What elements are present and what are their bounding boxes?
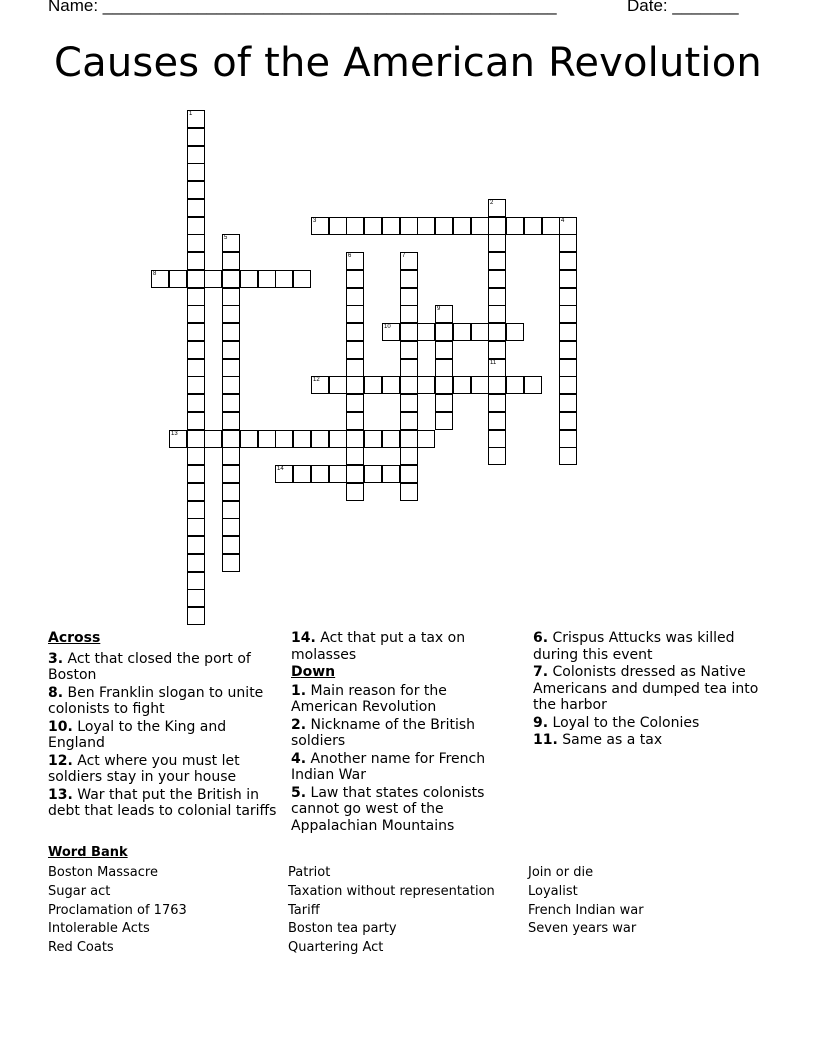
word-bank-item: Join or die (528, 865, 594, 880)
grid-cell-number: 10 (384, 324, 391, 330)
grid-cell[interactable] (417, 376, 435, 394)
word-bank-item: Sugar act (48, 883, 111, 899)
grid-cell[interactable] (187, 110, 205, 128)
grid-cell[interactable] (187, 323, 205, 341)
grid-cell[interactable] (329, 465, 347, 483)
grid-cell[interactable] (222, 536, 240, 554)
grid-cell[interactable] (559, 323, 577, 341)
grid-cell[interactable] (222, 518, 240, 536)
grid-cell[interactable] (187, 181, 205, 199)
grid-cell[interactable] (222, 341, 240, 359)
grid-cell[interactable] (169, 270, 187, 288)
grid-cell[interactable] (435, 217, 453, 235)
grid-cell-number: 4 (561, 218, 565, 224)
grid-cell[interactable] (187, 270, 205, 288)
grid-cell[interactable] (382, 465, 400, 483)
word-bank-item: Boston tea party (288, 921, 397, 937)
grid-cell[interactable] (187, 305, 205, 323)
grid-cell[interactable] (488, 199, 506, 217)
grid-cell-number: 12 (313, 377, 320, 383)
grid-cell[interactable] (258, 270, 276, 288)
grid-cell[interactable] (346, 252, 364, 270)
grid-cell[interactable] (187, 199, 205, 217)
word-bank-item: Taxation without representation (288, 883, 495, 899)
clue-across-10 (48, 719, 278, 752)
clue-down-9 (533, 715, 778, 732)
grid-cell[interactable] (400, 341, 418, 359)
grid-cell[interactable] (559, 359, 577, 377)
clue-down-2 (291, 717, 506, 750)
grid-cell[interactable] (382, 217, 400, 235)
clue-text: Crispus Attucks was killed during this event (533, 630, 735, 663)
grid-cell-number: 5 (224, 235, 228, 241)
grid-cell[interactable] (400, 359, 418, 377)
grid-cell[interactable] (151, 270, 169, 288)
grid-cell[interactable] (222, 447, 240, 465)
grid-cell[interactable] (488, 430, 506, 448)
grid-cell[interactable] (346, 376, 364, 394)
word-bank-item: Intolerable Acts (48, 921, 150, 937)
grid-cell[interactable] (488, 447, 506, 465)
grid-cell[interactable] (329, 217, 347, 235)
grid-cell[interactable] (222, 305, 240, 323)
grid-cell[interactable] (488, 394, 506, 412)
grid-cell[interactable] (187, 483, 205, 501)
grid-cell[interactable] (524, 376, 542, 394)
grid-cell[interactable] (311, 376, 329, 394)
clue-text: Ben Franklin slogan to unite colonists to fight (48, 684, 264, 717)
grid-cell[interactable] (222, 430, 240, 448)
grid-cell[interactable] (187, 607, 205, 625)
word-bank-item: Red Coats (48, 940, 114, 956)
grid-cell[interactable] (275, 270, 293, 288)
clue-text: Act that closed the port of Boston (48, 650, 251, 683)
grid-cell[interactable] (559, 447, 577, 465)
grid-cell[interactable] (559, 341, 577, 359)
grid-cell[interactable] (329, 430, 347, 448)
grid-cell[interactable] (488, 252, 506, 270)
grid-cell[interactable] (488, 270, 506, 288)
grid-cell[interactable] (346, 305, 364, 323)
grid-cell[interactable] (169, 430, 187, 448)
grid-cell[interactable] (435, 394, 453, 412)
grid-cell[interactable] (346, 323, 364, 341)
grid-cell[interactable] (400, 376, 418, 394)
grid-cell[interactable] (382, 430, 400, 448)
clue-text: Loyal to the Colonies (552, 714, 700, 731)
grid-cell[interactable] (453, 376, 471, 394)
clue-down-6 (533, 630, 778, 663)
grid-cell[interactable] (346, 288, 364, 306)
clue-number: 5. (291, 784, 307, 801)
clue-down-4 (291, 751, 506, 784)
grid-cell[interactable] (187, 359, 205, 377)
clues-column-3 (533, 630, 778, 750)
grid-cell[interactable] (559, 376, 577, 394)
word-bank-column-2 (288, 864, 495, 958)
clue-number: 14. (291, 630, 316, 646)
word-bank-item: Quartering Act (288, 940, 384, 956)
grid-cell[interactable] (435, 359, 453, 377)
word-bank-item: French Indian war (528, 902, 644, 918)
grid-cell[interactable] (400, 305, 418, 323)
clue-number: 13. (48, 786, 73, 803)
grid-cell-number: 6 (348, 253, 352, 259)
grid-cell[interactable] (240, 430, 258, 448)
grid-cell[interactable] (346, 412, 364, 430)
grid-cell[interactable] (488, 412, 506, 430)
grid-cell[interactable] (311, 217, 329, 235)
grid-cell[interactable] (187, 589, 205, 607)
grid-cell[interactable] (400, 465, 418, 483)
word-bank-item: Boston Massacre (48, 865, 158, 880)
grid-cell[interactable] (559, 305, 577, 323)
clue-text: Law that states colonists cannot go west of the Appalachian Mountains (291, 784, 485, 834)
grid-cell[interactable] (329, 376, 347, 394)
grid-cell-number: 11 (490, 360, 497, 366)
grid-cell[interactable] (222, 234, 240, 252)
grid-cell[interactable] (187, 447, 205, 465)
grid-cell[interactable] (187, 376, 205, 394)
grid-cell[interactable] (364, 465, 382, 483)
grid-cell[interactable] (187, 146, 205, 164)
name-field-label: Name: ________________________________________________ (48, 0, 557, 15)
grid-cell[interactable] (435, 376, 453, 394)
grid-cell[interactable] (346, 394, 364, 412)
clue-number: 2. (291, 716, 307, 733)
grid-cell-number: 1 (189, 111, 193, 117)
clues-column-2 (291, 630, 506, 835)
grid-cell[interactable] (346, 447, 364, 465)
grid-cell[interactable] (275, 430, 293, 448)
grid-cell[interactable] (346, 341, 364, 359)
clue-number: 1. (291, 682, 307, 699)
grid-cell[interactable] (524, 217, 542, 235)
grid-cell[interactable] (187, 128, 205, 146)
clue-text: Same as a tax (562, 732, 663, 748)
grid-cell[interactable] (506, 376, 524, 394)
grid-cell-number: 8 (153, 271, 157, 277)
grid-cell-number: 14 (277, 466, 284, 472)
grid-cell[interactable] (400, 430, 418, 448)
grid-cell[interactable] (364, 217, 382, 235)
word-bank-item: Patriot (288, 865, 331, 880)
grid-cell[interactable] (187, 252, 205, 270)
grid-cell[interactable] (542, 217, 560, 235)
clue-down-7 (533, 664, 778, 714)
clue-number: 12. (48, 752, 73, 769)
grid-cell[interactable] (222, 270, 240, 288)
grid-cell[interactable] (488, 323, 506, 341)
grid-cell[interactable] (382, 376, 400, 394)
grid-cell[interactable] (488, 305, 506, 323)
clue-down-1 (291, 683, 506, 716)
grid-cell[interactable] (222, 288, 240, 306)
clue-across-3 (48, 651, 278, 684)
down-heading: Down (291, 664, 336, 680)
grid-cell[interactable] (488, 376, 506, 394)
word-bank-item: Loyalist (528, 883, 578, 899)
grid-cell[interactable] (506, 217, 524, 235)
grid-cell[interactable] (346, 430, 364, 448)
clue-text: Colonists dressed as Native Americans and dumped tea into the harbor (533, 664, 759, 713)
grid-cell[interactable] (222, 394, 240, 412)
grid-cell[interactable] (187, 554, 205, 572)
grid-cell[interactable] (559, 234, 577, 252)
grid-cell[interactable] (187, 536, 205, 554)
grid-cell[interactable] (417, 217, 435, 235)
grid-cell[interactable] (488, 288, 506, 306)
word-bank-column-3 (528, 864, 644, 939)
page-title: Causes of the American Revolution (54, 40, 762, 86)
grid-cell[interactable] (240, 270, 258, 288)
grid-cell[interactable] (488, 359, 506, 377)
clue-number: 3. (48, 650, 64, 667)
clue-number: 10. (48, 718, 73, 735)
grid-cell[interactable] (311, 465, 329, 483)
grid-cell[interactable] (346, 270, 364, 288)
grid-cell[interactable] (400, 270, 418, 288)
grid-cell[interactable] (559, 252, 577, 270)
clue-number: 7. (533, 664, 549, 680)
grid-cell[interactable] (400, 288, 418, 306)
grid-cell[interactable] (222, 501, 240, 519)
grid-cell[interactable] (222, 483, 240, 501)
grid-cell[interactable] (258, 430, 276, 448)
grid-cell[interactable] (400, 483, 418, 501)
grid-cell[interactable] (559, 412, 577, 430)
date-field-label: Date: _______ (627, 0, 739, 15)
grid-cell[interactable] (417, 430, 435, 448)
clue-across-13 (48, 787, 278, 820)
grid-cell[interactable] (435, 305, 453, 323)
grid-cell[interactable] (453, 217, 471, 235)
grid-cell[interactable] (364, 430, 382, 448)
grid-cell[interactable] (187, 465, 205, 483)
grid-cell[interactable] (311, 430, 329, 448)
word-bank-item: Proclamation of 1763 (48, 902, 187, 918)
grid-cell[interactable] (222, 359, 240, 377)
grid-cell[interactable] (559, 394, 577, 412)
grid-cell[interactable] (488, 341, 506, 359)
grid-cell[interactable] (293, 270, 311, 288)
grid-cell[interactable] (488, 234, 506, 252)
grid-cell[interactable] (346, 465, 364, 483)
grid-cell[interactable] (559, 270, 577, 288)
grid-cell[interactable] (204, 430, 222, 448)
word-bank-column-1 (48, 864, 187, 958)
grid-cell[interactable] (222, 465, 240, 483)
grid-cell[interactable] (435, 412, 453, 430)
grid-cell[interactable] (222, 554, 240, 572)
grid-cell[interactable] (222, 323, 240, 341)
grid-cell[interactable] (453, 323, 471, 341)
grid-cell[interactable] (187, 501, 205, 519)
grid-cell[interactable] (400, 252, 418, 270)
grid-cell[interactable] (187, 572, 205, 590)
grid-cell[interactable] (187, 163, 205, 181)
grid-cell[interactable] (275, 465, 293, 483)
clue-number: 4. (291, 750, 307, 767)
grid-cell-number: 13 (171, 431, 178, 437)
grid-cell[interactable] (435, 341, 453, 359)
grid-cell[interactable] (222, 252, 240, 270)
grid-cell[interactable] (346, 217, 364, 235)
grid-cell[interactable] (400, 217, 418, 235)
clue-number: 8. (48, 684, 64, 701)
clue-number: 11. (533, 732, 558, 748)
grid-cell-number: 3 (313, 218, 317, 224)
grid-cell[interactable] (293, 465, 311, 483)
word-bank-heading: Word Bank (48, 845, 128, 860)
clue-text: Another name for French Indian War (291, 750, 486, 783)
clue-across-12 (48, 753, 278, 786)
grid-cell[interactable] (293, 430, 311, 448)
grid-cell[interactable] (187, 394, 205, 412)
grid-cell[interactable] (222, 376, 240, 394)
grid-cell[interactable] (187, 430, 205, 448)
grid-cell[interactable] (222, 412, 240, 430)
clue-text: Nickname of the British soldiers (291, 716, 476, 749)
grid-cell-number: 9 (437, 306, 441, 312)
grid-cell-number: 7 (402, 253, 406, 259)
clue-text: Act that put a tax on molasses (291, 630, 466, 663)
clue-text: Loyal to the King and England (48, 718, 227, 751)
across-heading: Across (48, 630, 101, 646)
word-bank-item: Seven years war (528, 921, 637, 937)
clue-number: 9. (533, 714, 549, 731)
clues-column-1 (48, 630, 278, 821)
grid-cell[interactable] (488, 217, 506, 235)
grid-cell[interactable] (346, 359, 364, 377)
word-bank-item: Tariff (288, 902, 320, 918)
grid-cell[interactable] (400, 412, 418, 430)
grid-cell[interactable] (417, 323, 435, 341)
grid-cell[interactable] (187, 234, 205, 252)
grid-cell[interactable] (559, 288, 577, 306)
clue-across-8 (48, 685, 278, 718)
grid-cell[interactable] (187, 412, 205, 430)
grid-cell[interactable] (400, 323, 418, 341)
clue-text: War that put the British in debt that leads to colonial tariffs (48, 786, 277, 819)
clue-text: Act where you must let soldiers stay in your house (48, 752, 240, 785)
grid-cell[interactable] (506, 323, 524, 341)
grid-cell[interactable] (187, 288, 205, 306)
grid-cell[interactable] (471, 217, 489, 235)
grid-cell[interactable] (471, 376, 489, 394)
grid-cell[interactable] (382, 323, 400, 341)
clue-down-5 (291, 785, 506, 835)
grid-cell[interactable] (400, 447, 418, 465)
grid-cell[interactable] (187, 341, 205, 359)
grid-cell-number: 2 (490, 200, 494, 206)
clue-text: Main reason for the American Revolution (291, 682, 447, 715)
grid-cell[interactable] (346, 483, 364, 501)
grid-cell[interactable] (559, 430, 577, 448)
clue-number: 6. (533, 630, 549, 646)
clue-down-11 (533, 732, 778, 749)
grid-cell[interactable] (204, 270, 222, 288)
grid-cell[interactable] (471, 323, 489, 341)
grid-cell[interactable] (364, 376, 382, 394)
clue-across-14 (291, 630, 506, 663)
grid-cell[interactable] (559, 217, 577, 235)
grid-cell[interactable] (187, 217, 205, 235)
grid-cell[interactable] (187, 518, 205, 536)
grid-cell[interactable] (400, 394, 418, 412)
grid-cell[interactable] (435, 323, 453, 341)
